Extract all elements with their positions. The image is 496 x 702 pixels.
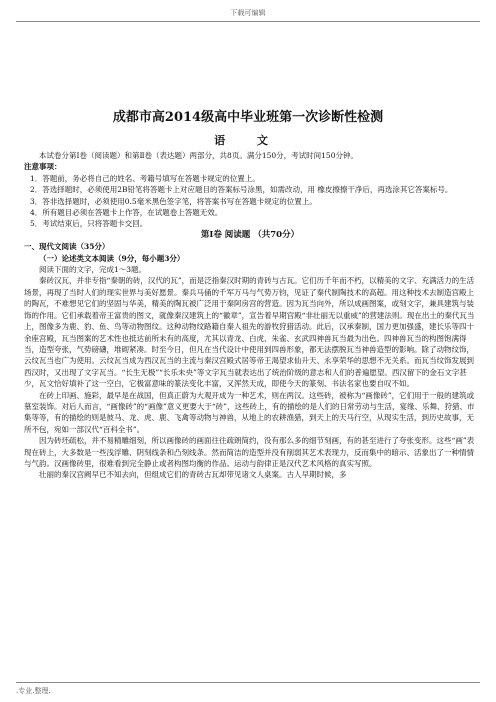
- subject-title: 语 文: [214, 134, 282, 147]
- reading-instruction: 阅读下面的文字，完成1～3题。: [39, 265, 147, 275]
- passage-paragraph: 因为砖坯疏松，并不易精雕细刻，所以画像砖的画面往往疏朗简约，没有那么多的细节刻画，有的甚至进行了夸张变形。这些“画”表现在砖上，大多数是一些浅浮雕、阴刻线条和凸刻线条。然而简洁的造型并没有削弱其艺术表现力，反而集中的暗示、活象出了一种情情与气韵。汉画像砖里，很难看到完全静止或者构图均衡的作品。运动与韵律正是汉代艺术风格的真实写照。: [24, 436, 475, 468]
- note-item: 3．答非选择题时，必须使用0.5毫米黑色签字笔，将答案书写在答题卡规定的位置上。: [30, 196, 317, 206]
- part1-heading: 第Ⅰ卷 阅读题 （共70分）: [200, 229, 300, 240]
- passage-paragraph: 在砖上印画、施彩，最早是在战国，但真正蔚为大观开成为一种艺术，则在两汉。这些砖，被称为“画像砖”，它们用于一般的建筑或墓室装饰。对后人而言，“画像砖”的“画像”意义更要大于“砖”，这些砖上，有的描绘的是人们的日常劳动与生活，宴缘、乐舞、狩猎、市集等等，有的描绘的则是彼马、龙、虎、鹿、飞禽等动物与神兽，从地上的农耕渔猎，到天上的天马行空，从现实生活，到历史故事，无所不包，宛如一部汉代“百科全书”。: [24, 390, 475, 434]
- notes-heading: 注意事项：: [24, 162, 62, 172]
- passage-paragraph: 壮丽的秦汉宫阙早已不知去向，但组成它们的青砖古瓦却带见诸文人桌案。古人早期时候，多: [39, 470, 347, 480]
- note-item: 4．所有题目必须在答题卡上作答，在试题卷上答题无效。: [30, 208, 223, 218]
- passage-paragraph: 秦砖汉瓦，并非专指“秦朝的砖，汉代的瓦”，而是泛指秦汉时期的青砖与古瓦。它们历千年而不朽，以精美的文字、充满活力的生活场景，再现了当时人们的现实世界与美好愿景。秦兵马俑的千军万马与气势万钧，见证了秦代制陶技术的高超。用这种技术去制造宫殿上的陶瓦，不难想见它们的坚固与华美，精美的陶瓦被广泛用于秦阿房宫的营造。因为瓦当向外，所以成画图案，或刻文字，兼具建筑与装饰的作用。它们承载着帝王富贵的图文，就像秦汉建筑上的“徽章”，宣告着早期宫殿“非壮丽无以重威”的营建法则。现在出土的秦代瓦当上，图像多为鹿、豹、鱼、鸟等动物图纹。这种动物纹路籍自秦人祖先的游牧狩猎活动。此后，汉承秦制，国力更加强盛，建长乐等四十余座宫殿，瓦当图案的艺术性也抵达前所未有的高度，尤其以青龙、白虎、朱雀、玄武四神兽瓦当最为出色。四神兽瓦当的构图饱满得当，造型夸张，气势磅礴，堆砌紧凑。时至今日，但凡在当代设计中使用到四兽形象，都无法摆脱瓦当神兽造型的影响。除了动物纹饰，云纹瓦当也广为使用。云纹瓦当成为西汉瓦当的主流与秦汉宫殿式居等帝王渴望求仙升天、永享荣华的思想不无关系。而瓦当纹饰发展到西汉时，又出现了文字瓦当。“长生无极”“长乐未央”等文字瓦当就表达出了统治阶级的意志和人们的普遍愿望。西汉留下的金石文字甚少，瓦文恰好填补了这一空白，它极富意味的篆法变化丰富，又浑然天成，即使今天的篆刻、书法名家也要自叹不如。: [24, 276, 475, 389]
- header-rule: [16, 21, 480, 22]
- section1-subheading: （一）论述类文本阅读（9分，每小题3分）: [39, 253, 185, 263]
- page-title: 成都市高2014级高中毕业班第一次诊断性检测: [112, 110, 384, 125]
- page-header: 下载可编辑: [230, 9, 266, 17]
- note-item: 5．考试结束后，只将答题卡交回。: [30, 219, 148, 229]
- exam-intro: 本试卷分第Ⅰ卷（阅读题）和第Ⅱ卷（表达题）两部分，共8页。满分150分，考试时间150分钟。: [39, 151, 358, 160]
- document-body: [24, 150, 476, 481]
- page-footer: .专业.整理.: [16, 687, 51, 695]
- note-item: 1．答题前，务必将自己的姓名、考籍号填写在答题卡规定的位置上。: [30, 173, 260, 183]
- note-item: 2．答选择题时，必须使用2B铅笔将答题卡上对应题目的答案标号涂黑，如需改动，用 橡皮擦擦干净后，再选涂其它答案标号。: [30, 185, 453, 195]
- section1-heading: 一、现代文阅读（35分）: [24, 242, 110, 252]
- footer-rule: [16, 682, 480, 683]
